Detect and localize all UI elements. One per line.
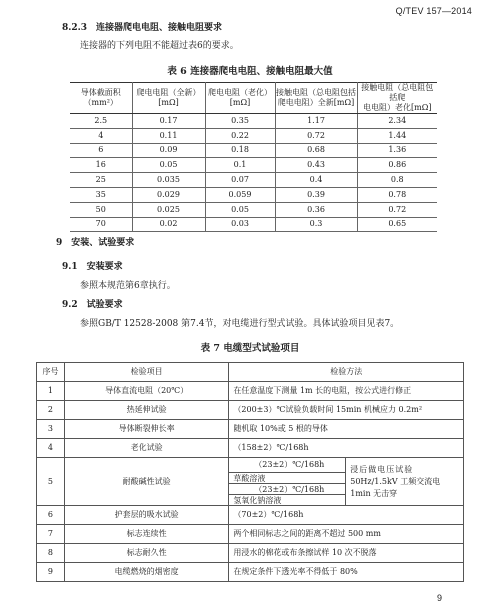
table-row: 5 耐酸碱性试验 （23±2）℃/168h 浸后做电压试验 50Hz/1.5kV 工频交流电 1min 无击穿 xyxy=(37,458,464,473)
section-9-2-body: 参照GB/T 12528-2008 第7.4节，对电缆进行型式试验。具体试验项目见表7。 xyxy=(80,319,400,329)
table-row: 6 0.09 0.18 0.68 1.36 xyxy=(70,143,437,158)
section-9-title: 9 安装、试验要求 xyxy=(56,238,135,248)
table-row: 4 老化试验 （158±2）℃/168h xyxy=(37,439,464,458)
table6-caption: 表 6 连接器爬电电阻、接触电阻最大值 xyxy=(167,66,333,77)
table-row: 70 0.02 0.03 0.3 0.65 xyxy=(70,217,437,232)
table-row: 3 导体断裂伸长率 随机取 10%或 5 根的导体 xyxy=(37,420,464,439)
table7-caption: 表 7 电缆型式试验项目 xyxy=(200,343,300,354)
section-8-2-3-title: 8.2.3 连接器爬电电阻、接触电阻要求 xyxy=(62,23,223,33)
table7-row5-note: 浸后做电压试验 50Hz/1.5kV 工频交流电 1min 无击穿 xyxy=(346,458,464,506)
table-row: 50 0.025 0.05 0.36 0.72 xyxy=(70,202,437,217)
table-row: 6 护套层的吸水试验 （70±2）℃/168h xyxy=(37,506,464,525)
table-row: 2.5 0.17 0.35 1.17 2.34 xyxy=(70,114,437,129)
table-row: 8 标志耐久性 用浸水的棉花或布条擦试样 10 次不脱落 xyxy=(37,544,464,563)
table-row: 35 0.029 0.059 0.39 0.78 xyxy=(70,187,437,202)
table6-header-contact-aged: 接触电阻（总电阻包括爬 电电阻）老化[mΩ] xyxy=(357,83,437,114)
table-row: 1 导体直流电阻（20℃） 在任意温度下测量 1m 长的电阻，按公式进行修正 xyxy=(37,382,464,401)
table6 xyxy=(70,82,437,232)
table-row: 16 0.05 0.1 0.43 0.86 xyxy=(70,158,437,173)
table6-header-creep-new: 爬电电阻（全新） [mΩ] xyxy=(132,83,205,114)
table-row: 草酸溶液 xyxy=(37,473,464,484)
table6-header-area: 导体截面积 （mm²） xyxy=(70,83,132,114)
table-row: 氢氧化钠溶液 xyxy=(37,495,464,506)
section-9-1-title: 9.1 安装要求 xyxy=(62,262,123,272)
table-row: （23±2）℃/168h xyxy=(37,484,464,495)
table-row: 25 0.035 0.07 0.4 0.8 xyxy=(70,173,437,188)
table6-header-contact-new: 接触电阻（总电阻包括 爬电电阻）全新[mΩ] xyxy=(275,83,357,114)
document-code: Q/TEV 157—2014 xyxy=(395,6,472,16)
table-row: 9 电缆燃烧的烟密度 在规定条件下透光率不得低于 80% xyxy=(37,563,464,582)
section-9-2-title: 9.2 试验要求 xyxy=(62,300,123,310)
table6-header-creep-aged: 爬电电阻（老化） [mΩ] xyxy=(205,83,275,114)
table7-header-item: 检验项目 xyxy=(64,363,228,382)
section-8-2-3-body: 连接器的下列电阻不能超过表6的要求。 xyxy=(80,41,239,51)
table-row: 2 热延伸试验 （200±3）℃试验负载时间 15min 机械应力 0.2m² xyxy=(37,401,464,420)
table7-header-method: 检验方法 xyxy=(229,363,464,382)
table7 xyxy=(36,362,464,582)
table-row: 4 0.11 0.22 0.72 1.44 xyxy=(70,128,437,143)
section-9-1-body: 参照本规范第6章执行。 xyxy=(80,281,176,291)
table7-header-no: 序号 xyxy=(37,363,65,382)
page-number: 9 xyxy=(436,593,442,603)
table-row: 7 标志连续性 两个相同标志之间的距离不超过 500 mm xyxy=(37,525,464,544)
